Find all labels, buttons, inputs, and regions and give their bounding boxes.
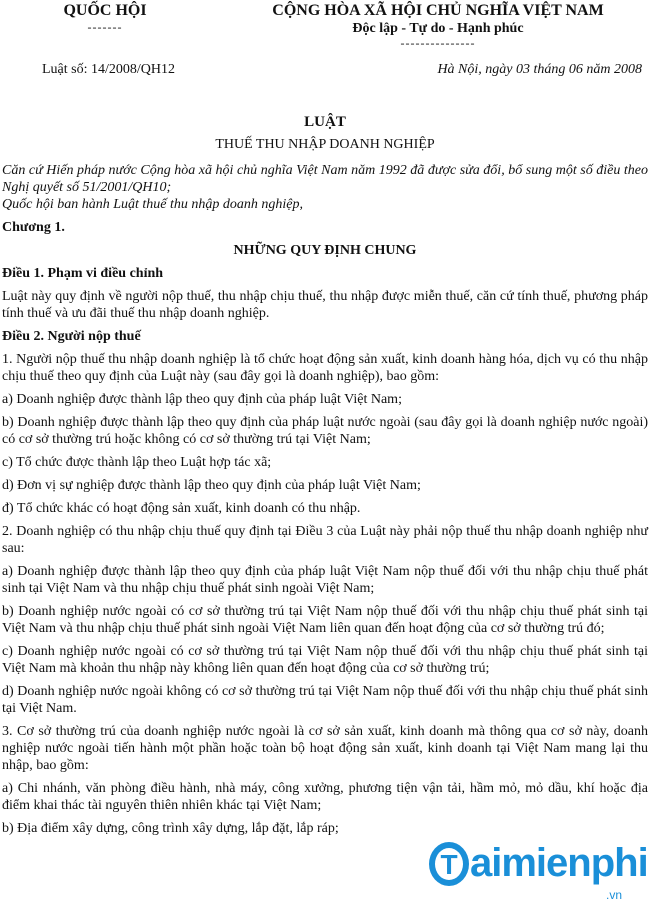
national-motto: Độc lập - Tự do - Hạnh phúc — [352, 21, 524, 36]
article-2-paragraph: 2. Doanh nghiệp có thu nhập chịu thuế quy định tại Điều 3 của Luật này phải nộp thuế thu nhập doanh nghiệp như sau: — [2, 524, 648, 556]
article-2-paragraph: c) Tổ chức được thành lập theo Luật hợp tác xã; — [2, 455, 272, 470]
issuing-authority-underline: ------- — [87, 20, 123, 34]
article-2-heading: Điều 2. Người nộp thuế — [2, 329, 141, 344]
logo-initial: T — [440, 849, 458, 880]
law-number: Luật số: 14/2008/QH12 — [42, 62, 175, 77]
article-2-paragraph: a) Doanh nghiệp được thành lập theo quy định của pháp luật Việt Nam; — [2, 392, 402, 407]
document-body — [2, 162, 648, 837]
place-and-date: Hà Nội, ngày 03 tháng 06 năm 2008 — [437, 62, 642, 77]
article-2-paragraph: b) Địa điểm xây dựng, công trình xây dựng, lắp đặt, lắp ráp; — [2, 821, 339, 836]
article-2-paragraph: 3. Cơ sở thường trú của doanh nghiệp nước ngoài là cơ sở sản xuất, kinh doanh mà thông qua cơ sở này, doanh nghiệp nước ngoài tiến hành một phần hoặc toàn bộ hoạt động sản xuất, kinh doanh tại Việt Nam mang lại thu nhập, bao gồm: — [2, 724, 648, 773]
article-2-paragraph: 1. Người nộp thuế thu nhập doanh nghiệp là tổ chức hoạt động sản xuất, kinh doanh hàng hóa, dịch vụ có thu nhập chịu thuế theo quy định của Luật này (sau đây gọi là doanh nghiệp), bao gồm: — [2, 352, 648, 384]
article-2-paragraph: d) Doanh nghiệp nước ngoài không có cơ sở thường trú tại Việt Nam nộp thuế đối với thu nhập chịu thuế phát sinh tại Việt Nam. — [2, 684, 648, 716]
logo-brand-text: aimienphi — [470, 841, 648, 885]
article-2-paragraph: d) Đơn vị sự nghiệp được thành lập theo quy định của pháp luật Việt Nam; — [2, 478, 421, 493]
article-2-paragraph: a) Chi nhánh, văn phòng điều hành, nhà máy, công xưởng, phương tiện vận tải, hầm mỏ, mỏ dầu, khí hoặc địa điểm khai thác tài nguyên thiên nhiên khác tại Việt Nam; — [2, 781, 648, 813]
national-header — [252, 0, 624, 50]
article-1-text: Luật này quy định về người nộp thuế, thu nhập chịu thuế, thu nhập được miễn thuế, căn cứ tính thuế, phương pháp tính thuế và ưu đãi thuế thu nhập doanh nghiệp. — [2, 289, 648, 321]
watermark-logo — [426, 832, 646, 912]
issuing-authority — [50, 0, 160, 32]
document-subtitle: THUẾ THU NHẬP DOANH NGHIỆP — [215, 137, 435, 152]
chapter-heading: Chương 1. — [2, 220, 65, 235]
logo-tld: .vn — [606, 888, 623, 902]
preamble-paragraph: Quốc hội ban hành Luật thuế thu nhập doanh nghiệp, — [2, 197, 303, 212]
logo-mark-icon — [426, 838, 472, 890]
motto-underline: --------------- — [400, 36, 476, 50]
article-2-paragraph: b) Doanh nghiệp được thành lập theo quy định của pháp luật nước ngoài (sau đây gọi là doanh nghiệp nước ngoài) có cơ sở thường trú hoặc không có cơ sở thường trú tại Việt Nam; — [2, 415, 648, 447]
article-2-paragraph: đ) Tổ chức khác có hoạt động sản xuất, kinh doanh có thu nhập. — [2, 501, 361, 516]
article-2-paragraph: b) Doanh nghiệp nước ngoài có cơ sở thường trú tại Việt Nam nộp thuế đối với thu nhập chịu thuế phát sinh tại Việt Nam và thu nhập chịu thuế phát sinh ngoài Việt Nam liên quan đến hoạt động của cơ sở thường trú đó; — [2, 604, 648, 636]
chapter-title: NHỮNG QUY ĐỊNH CHUNG — [233, 243, 417, 258]
article-1-heading: Điều 1. Phạm vi điều chỉnh — [2, 266, 164, 281]
preamble-paragraph: Căn cứ Hiến pháp nước Cộng hòa xã hội chủ nghĩa Việt Nam năm 1992 đã được sửa đổi, bổ sung một số điều theo Nghị quyết số 51/2001/QH10; — [2, 163, 648, 195]
issuing-authority-name: QUỐC HỘI — [63, 2, 147, 19]
article-2-paragraph: c) Doanh nghiệp nước ngoài có cơ sở thường trú tại Việt Nam nộp thuế đối với thu nhập chịu thuế phát sinh tại Việt Nam mà khoản thu nhập này không liên quan đến hoạt động của cơ sở thường trú; — [2, 644, 648, 676]
article-2-paragraph: a) Doanh nghiệp được thành lập theo quy định của pháp luật Việt Nam nộp thuế đối với thu nhập chịu thuế phát sinh tại Việt Nam và thu nhập chịu thuế phát sinh ngoài Việt Nam; — [2, 564, 648, 596]
document-title: LUẬT — [304, 114, 346, 130]
republic-name: CỘNG HÒA XÃ HỘI CHỦ NGHĨA VIỆT NAM — [272, 2, 604, 19]
preamble — [2, 162, 648, 213]
